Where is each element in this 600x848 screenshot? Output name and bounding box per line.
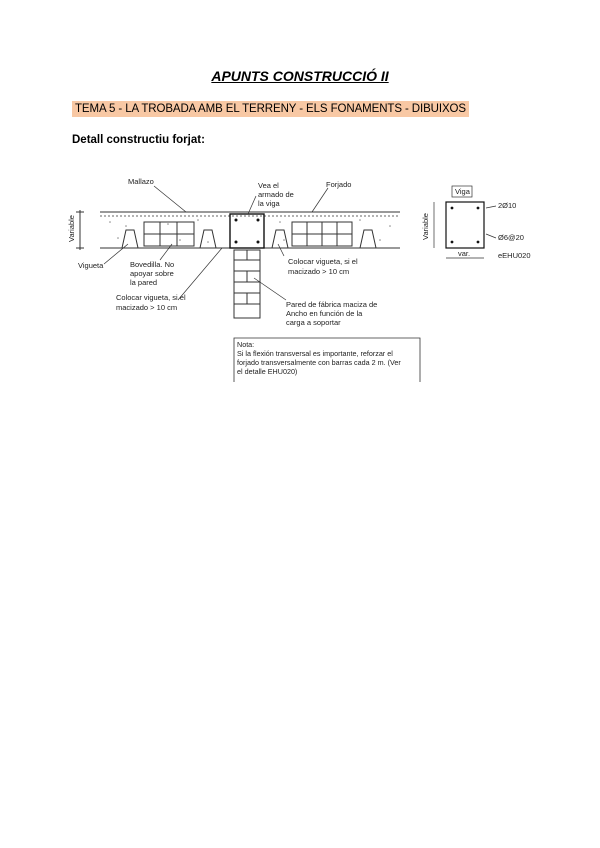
beam-section-rebar — [451, 207, 480, 244]
slab-outline — [100, 212, 400, 248]
colocar-right-label-1: Colocar vigueta, si el — [288, 257, 358, 266]
vea-armado-label-2: armado de — [258, 190, 294, 199]
stirrups-label: Ø6@20 — [498, 233, 524, 242]
viga-section-label: Viga — [455, 187, 470, 196]
mallazo-label: Mallazo — [128, 177, 154, 186]
variable-left-label: Variable — [67, 215, 76, 242]
section-subtitle: Detall constructiu forjat: — [72, 134, 205, 146]
top-bars-label: 2Ø10 — [498, 201, 517, 210]
colocar-right-label-2: macizado > 10 cm — [288, 267, 350, 276]
pared-label-2: Ancho en función de la — [286, 309, 363, 318]
colocar-left-label-2: macizado > 10 cm — [116, 303, 178, 312]
pared-label-3: carga a soportar — [286, 318, 341, 327]
vigueta-right — [272, 230, 376, 248]
section-width-label: var. — [458, 249, 471, 258]
vea-armado-label-3: la viga — [258, 199, 280, 208]
vea-armado-label-1: Vea el — [258, 181, 279, 190]
concrete-hatch — [109, 219, 391, 243]
bovedilla-label-3: la pared — [130, 278, 158, 287]
note-line-3: el detalle EHU020) — [237, 367, 298, 376]
bovedilla-left — [144, 222, 194, 246]
variable-dimension-left — [76, 210, 84, 250]
note-line-2: forjado transversalmente con barras cada 2 m. (Ver — [237, 358, 401, 367]
bovedilla-right — [292, 222, 352, 246]
bovedilla-label-2: apoyar sobre — [130, 269, 174, 278]
vigueta-left — [122, 230, 216, 248]
bovedilla-label-1: Bovedilla. No — [130, 260, 175, 269]
beam-rebar — [235, 219, 260, 244]
note-heading: Nota: — [237, 340, 255, 349]
forjado-label: Forjado — [326, 180, 352, 189]
brick-wall — [234, 250, 260, 318]
page-title: APUNTS CONSTRUCCIÓ II — [211, 68, 389, 84]
construction-detail-drawing — [60, 160, 540, 390]
vigueta-label: Vigueta — [78, 261, 104, 270]
colocar-left-label-1: Colocar vigueta, si el — [116, 293, 186, 302]
topic-heading: TEMA 5 - LA TROBADA AMB EL TERRENY - ELS FONAMENTS - DIBUIXOS — [72, 101, 469, 117]
section-variable-label: Variable — [421, 213, 430, 240]
section-ref-label: eEHU020 — [498, 251, 531, 260]
note-line-1: Si la flexión transversal es importante, reforzar el — [237, 349, 393, 358]
pared-label-1: Pared de fábrica maciza de — [286, 300, 378, 309]
